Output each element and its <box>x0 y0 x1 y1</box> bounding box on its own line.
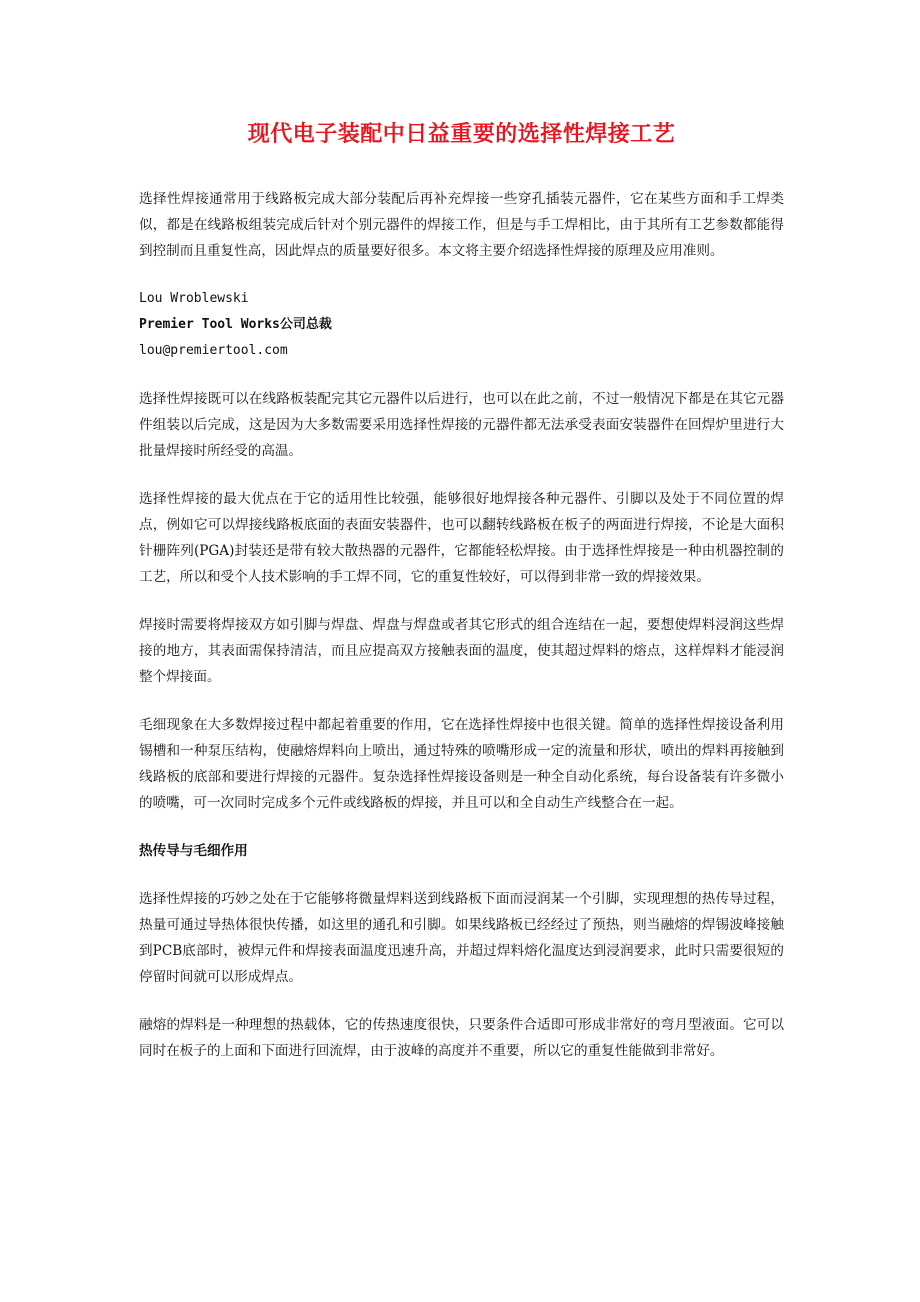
section-heading: 热传导与毛细作用 <box>139 843 248 859</box>
document-page <box>139 118 784 1086</box>
page-title: 现代电子装配中日益重要的选择性焊接工艺 <box>247 122 676 147</box>
body-paragraph-3: 焊接时需要将焊接双方如引脚与焊盘、焊盘与焊盘或者其它形式的组合连结在一起，要想使焊料浸润这些焊接的地方，其表面需保持清洁，而且应提高双方接触表面的温度，使其超过焊料的熔点，这样焊料才能浸润整个焊接面。 <box>139 617 784 685</box>
section-paragraph-2: 融熔的焊料是一种理想的热载体，它的传热速度很快，只要条件合适即可形成非常好的弯月型液面。它可以同时在板子的上面和下面进行回流焊，由于波峰的高度并不重要，所以它的重复性能做到非常好。 <box>139 1017 784 1059</box>
section-paragraph-1: 选择性焊接的巧妙之处在于它能够将微量焊料送到线路板下面而浸润某一个引脚，实现理想的热传导过程，热量可通过导热体很快传播，如这里的通孔和引脚。如果线路板已经经过了预热，则当融熔的焊锡波峰接触到PCB底部时，被焊元件和焊接表面温度迅速升高，并超过焊料熔化温度达到浸润要求，此时只需要很短的停留时间就可以形成焊点。 <box>139 891 784 985</box>
body-paragraph-4: 毛细现象在大多数焊接过程中都起着重要的作用，它在选择性焊接中也很关键。简单的选择性焊接设备利用锡槽和一种泵压结构，使融熔焊料向上喷出，通过特殊的喷嘴形成一定的流量和形状，喷出的焊料再接触到线路板的底部和要进行焊接的元器件。复杂选择性焊接设备则是一种全自动化系统，每台设备装有许多微小的喷嘴，可一次同时完成多个元件或线路板的焊接，并且可以和全自动生产线整合在一起。 <box>139 717 784 811</box>
author-email: lou@premiertool.com <box>139 343 288 358</box>
author-block <box>139 286 784 364</box>
intro-paragraph: 选择性焊接通常用于线路板完成大部分装配后再补充焊接一些穿孔插装元器件，它在某些方面和手工焊类似，都是在线路板组装完成后针对个别元器件的焊接工作，但是与手工焊相比，由于其所有工艺参数都能得到控制而且重复性高，因此焊点的质量要好很多。本文将主要介绍选择性焊接的原理及应用准则。 <box>139 191 784 259</box>
body-paragraph-1: 选择性焊接既可以在线路板装配完其它元器件以后进行，也可以在此之前，不过一般情况下都是在其它元器件组装以后完成，这是因为大多数需要采用选择性焊接的元器件都无法承受表面安装器件在回焊炉里进行大批量焊接时所经受的高温。 <box>139 391 784 459</box>
author-position: Premier Tool Works公司总裁 <box>139 317 332 332</box>
body-paragraph-2: 选择性焊接的最大优点在于它的适用性比较强，能够很好地焊接各种元器件、引脚以及处于不同位置的焊点，例如它可以焊接线路板底面的表面安装器件，也可以翻转线路板在板子的两面进行焊接，不论是大面积针栅阵列(PGA)封装还是带有较大散热器的元器件，它都能轻松焊接。由于选择性焊接是一种由机器控制的工艺，所以和受个人技术影响的手工焊不同，它的重复性较好，可以得到非常一致的焊接效果。 <box>139 491 784 585</box>
author-name: Lou Wroblewski <box>139 291 249 306</box>
